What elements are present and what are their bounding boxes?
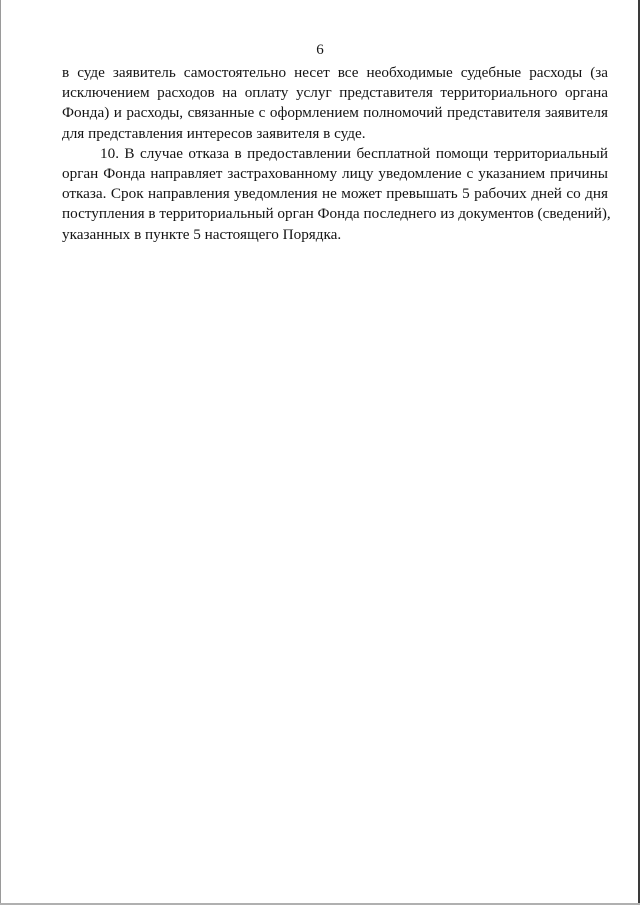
text-line: исключением расходов на оплату услуг представителя территориального органа — [62, 84, 608, 102]
text-line: в суде заявитель самостоятельно несет все необходимые судебные расходы (за — [62, 64, 608, 81]
text-line: Фонда) и расходы, связанные с оформлением полномочий представителя заявителя — [62, 104, 608, 122]
paragraph-court-expenses — [62, 63, 608, 144]
text-line: орган Фонда направляет застрахованному лицу уведомление с указанием причины — [62, 164, 608, 182]
text-line: отказа. Срок направления уведомления не может превышать 5 рабочих дней со дня — [62, 185, 608, 203]
text-line: поступления в территориальный орган Фонда последнего из документов (сведений), — [62, 205, 611, 223]
text-line: указанных в пункте 5 настоящего Порядка. — [62, 225, 342, 243]
document-body — [62, 63, 611, 245]
text-line: 10. В случае отказа в предоставлении бесплатной помощи территориальный — [100, 144, 608, 162]
text-line: для представления интересов заявителя в суде. — [62, 124, 366, 142]
scan-edge-left — [0, 0, 1, 905]
page-number: 6 — [316, 42, 324, 58]
paragraph-10-refusal-notice — [62, 144, 611, 245]
